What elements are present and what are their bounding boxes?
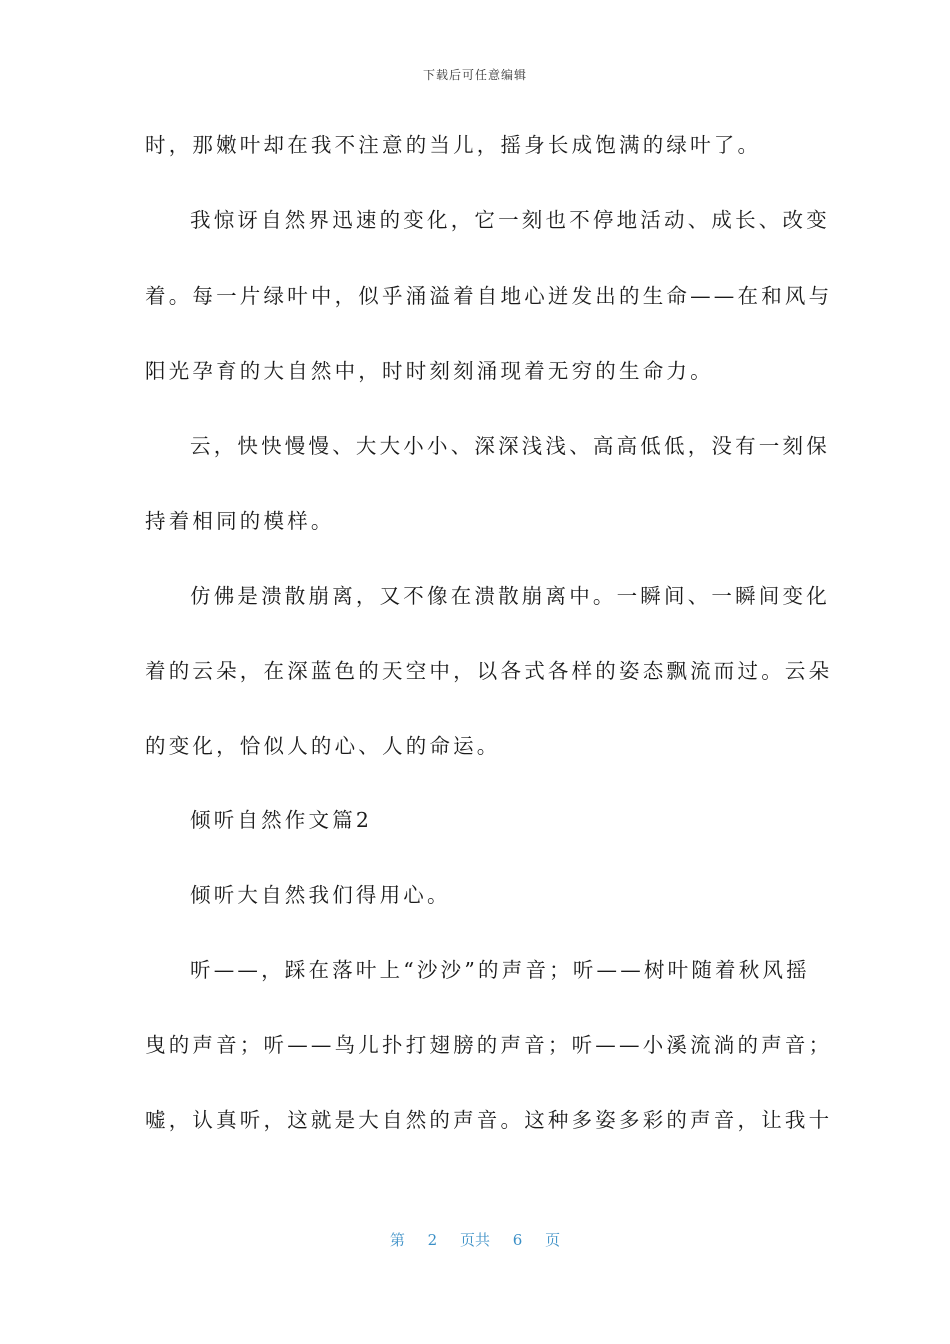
body-line: 曳的声音；听——鸟儿扑打翅膀的声音；听——小溪流淌的声音； <box>145 1033 833 1057</box>
body-line: 着。每一片绿叶中，似乎涌溢着自地心迸发出的生命——在和风与 <box>145 284 833 308</box>
footer-prefix: 第 <box>389 1231 405 1249</box>
body-line: 嘘，认真听，这就是大自然的声音。这种多姿多彩的声音，让我十 <box>145 1108 833 1132</box>
body-line: 仿佛是溃散崩离，又不像在溃散崩离中。一瞬间、一瞬间变化 <box>190 584 830 608</box>
body-line: 的变化，恰似人的心、人的命运。 <box>145 734 501 758</box>
footer-current-page: 2 <box>427 1231 438 1249</box>
body-line: 持着相同的模样。 <box>145 509 335 533</box>
body-line: 听——，踩在落叶上“沙沙”的声音；听——树叶随着秋风摇 <box>190 958 810 982</box>
section-heading: 倾听自然作文篇2 <box>190 808 373 832</box>
body-line: 时，那嫩叶却在我不注意的当儿，摇身长成饱满的绿叶了。 <box>145 133 762 157</box>
page-header: 下载后可任意编辑 <box>422 68 527 82</box>
body-line: 着的云朵，在深蓝色的天空中，以各式各样的姿态飘流而过。云朵 <box>145 659 833 683</box>
body-line: 倾听大自然我们得用心。 <box>190 883 451 907</box>
body-line: 我惊讶自然界迅速的变化，它一刻也不停地活动、成长、改变 <box>190 208 830 232</box>
body-line: 云，快快慢慢、大大小小、深深浅浅、高高低低，没有一刻保 <box>190 434 830 458</box>
footer-total-pages: 6 <box>512 1231 523 1249</box>
page-footer <box>0 1229 950 1250</box>
footer-middle: 页共 <box>459 1231 490 1249</box>
body-line: 阳光孕育的大自然中，时时刻刻涌现着无穷的生命力。 <box>145 359 714 383</box>
footer-suffix: 页 <box>545 1231 561 1249</box>
